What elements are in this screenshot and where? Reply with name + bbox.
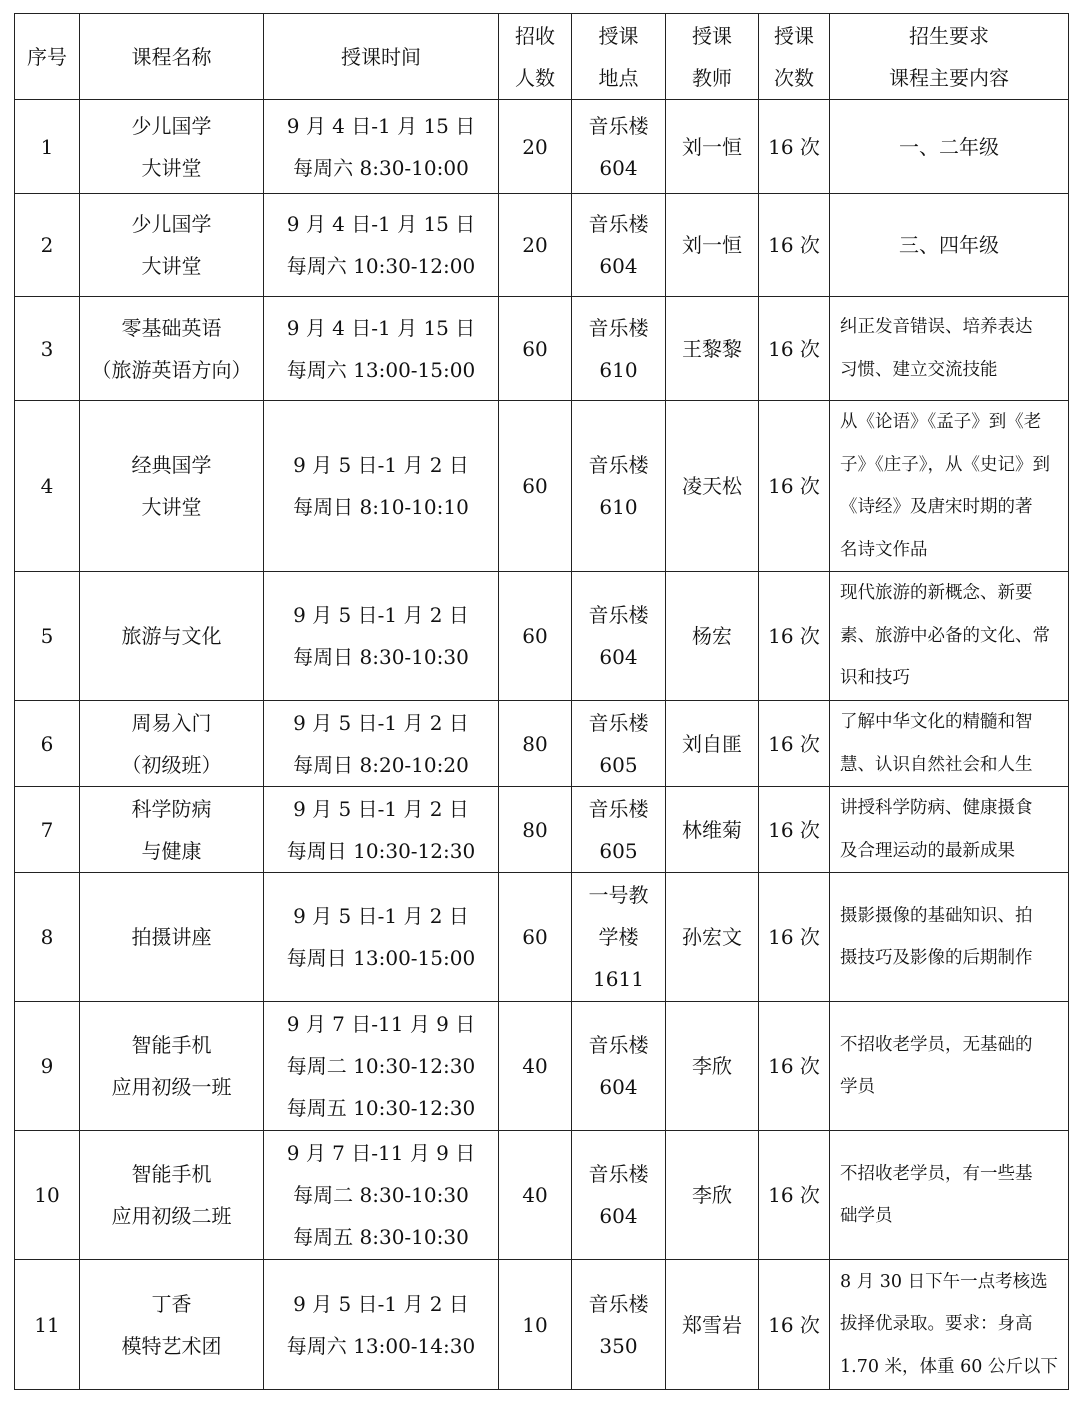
cell-course-name-line: 少儿国学 [131, 113, 212, 138]
cell-place-line: 音乐楼 [588, 212, 649, 236]
cell-place-line: 音乐楼 [588, 710, 649, 735]
cell-time [264, 1131, 499, 1260]
cell-course-name-line: 经典国学 [131, 453, 212, 477]
cell-time-line: 9 月 5 日-1 月 2 日 [293, 603, 469, 627]
cell-capacity: 40 [499, 1131, 572, 1260]
cell-course-name [80, 297, 264, 401]
cell-time [264, 297, 499, 401]
cell-requirements-line: 三、四年级 [899, 233, 999, 257]
cell-place-line: 604 [599, 645, 638, 669]
cell-sessions: 16 次 [759, 194, 830, 297]
cell-course-name-line: 科学防病 [131, 796, 212, 821]
cell-time [264, 100, 499, 194]
header-place: 授课 地点 [572, 14, 666, 100]
cell-requirements [830, 401, 1069, 572]
cell-place-line: 音乐楼 [588, 1291, 649, 1316]
cell-time [264, 873, 499, 1002]
cell-requirements [830, 1260, 1069, 1390]
cell-course-name-line: 智能手机 [131, 1162, 212, 1186]
table-row [15, 1260, 1069, 1390]
cell-no: 9 [15, 1002, 80, 1131]
cell-place-line: 音乐楼 [588, 796, 649, 821]
table-row [15, 1131, 1069, 1260]
cell-capacity: 20 [499, 194, 572, 297]
cell-requirements-line: 名诗文作品 [840, 539, 928, 560]
table-row [15, 100, 1069, 194]
cell-requirements-line: 子》《庄子》，从《史记》到 [840, 454, 1050, 475]
cell-requirements-line: 了解中华文化的精髓和智 [840, 712, 1033, 732]
cell-time-line: 每周二 10:30-12:30 [286, 1054, 476, 1078]
cell-requirements [830, 1131, 1069, 1260]
header-time: 授课时间 [264, 14, 499, 100]
cell-time-line: 每周五 8:30-10:30 [293, 1225, 469, 1249]
cell-time-line: 9 月 5 日-1 月 2 日 [293, 710, 469, 735]
cell-no: 1 [15, 100, 80, 194]
cell-no: 2 [15, 194, 80, 297]
cell-course-name [80, 1260, 264, 1390]
cell-place-line: 610 [599, 357, 638, 382]
cell-course-name-line: 与健康 [141, 838, 202, 863]
cell-time-line: 每周五 10:30-12:30 [286, 1096, 476, 1120]
cell-sessions: 16 次 [759, 572, 830, 701]
table-row [15, 401, 1069, 572]
cell-sessions: 16 次 [759, 297, 830, 401]
cell-course-name-line: （旅游英语方向） [91, 357, 252, 382]
cell-place-line: 605 [599, 752, 638, 777]
cell-capacity: 80 [499, 701, 572, 787]
cell-place [572, 1131, 666, 1260]
cell-time-line: 每周日 10:30-12:30 [286, 838, 476, 863]
cell-time-line: 9 月 5 日-1 月 2 日 [293, 904, 469, 928]
cell-place-line: 604 [599, 1075, 638, 1099]
table-row [15, 194, 1069, 297]
table-row [15, 572, 1069, 701]
table-body [15, 100, 1069, 1390]
cell-time-line: 每周六 13:00-15:00 [286, 357, 476, 382]
cell-time [264, 1260, 499, 1390]
cell-time-line: 每周六 13:00-14:30 [286, 1333, 476, 1358]
header-requirements: 招生要求 课程主要内容 [830, 14, 1069, 100]
header-course-name: 课程名称 [80, 14, 264, 100]
cell-time-line: 9 月 4 日-1 月 15 日 [286, 113, 476, 138]
cell-course-name [80, 701, 264, 787]
cell-course-name [80, 194, 264, 297]
cell-sessions: 16 次 [759, 701, 830, 787]
cell-requirements [830, 297, 1069, 401]
cell-course-name-line: 零基础英语 [121, 315, 222, 340]
cell-no: 7 [15, 787, 80, 873]
header-capacity: 招收 人数 [499, 14, 572, 100]
cell-place [572, 701, 666, 787]
cell-requirements-line: 不招收老学员，无基础的 [840, 1034, 1033, 1055]
cell-time-line: 每周六 10:30-12:00 [286, 254, 476, 278]
cell-no: 5 [15, 572, 80, 701]
cell-course-name-line: 大讲堂 [141, 495, 202, 519]
cell-requirements [830, 572, 1069, 701]
cell-teacher: 刘一恒 [666, 194, 759, 297]
cell-time-line: 9 月 4 日-1 月 15 日 [286, 212, 476, 236]
table-row [15, 701, 1069, 787]
cell-sessions: 16 次 [759, 873, 830, 1002]
cell-time-line: 每周日 8:20-10:20 [293, 752, 469, 777]
header-teacher: 授课 教师 [666, 14, 759, 100]
cell-requirements [830, 194, 1069, 297]
cell-no: 11 [15, 1260, 80, 1390]
cell-place [572, 1002, 666, 1131]
cell-course-name-line: 大讲堂 [141, 155, 202, 180]
cell-requirements-line: 识和技巧 [840, 668, 910, 689]
cell-requirements-line: 学员 [840, 1077, 875, 1097]
cell-course-name-line: 丁香 [151, 1291, 192, 1316]
cell-teacher: 刘一恒 [666, 100, 759, 194]
cell-capacity: 60 [499, 401, 572, 572]
cell-course-name-line: 智能手机 [131, 1033, 212, 1057]
cell-time-line: 9 月 7 日-11 月 9 日 [286, 1012, 476, 1036]
cell-place-line: 音乐楼 [588, 603, 649, 627]
cell-time-line: 9 月 5 日-1 月 2 日 [293, 1291, 469, 1316]
table-row [15, 873, 1069, 1002]
cell-place [572, 401, 666, 572]
table-row [15, 1002, 1069, 1131]
cell-teacher: 孙宏文 [666, 873, 759, 1002]
cell-course-name [80, 873, 264, 1002]
cell-requirements-line: 慧、认识自然社会和人生 [840, 754, 1033, 775]
cell-no: 3 [15, 297, 80, 401]
cell-time-line: 每周日 8:10-10:10 [293, 495, 469, 519]
cell-requirements-line: 现代旅游的新概念、新要 [840, 583, 1033, 604]
cell-teacher: 杨宏 [666, 572, 759, 701]
cell-course-name [80, 401, 264, 572]
cell-no: 4 [15, 401, 80, 572]
cell-requirements [830, 100, 1069, 194]
cell-place [572, 572, 666, 701]
cell-place-line: 1611 [593, 967, 644, 991]
cell-course-name-line: 拍摄讲座 [131, 925, 212, 949]
cell-course-name-line: 大讲堂 [141, 254, 202, 278]
cell-requirements-line: 不招收老学员，有一些基 [840, 1163, 1033, 1184]
table-row [15, 787, 1069, 873]
cell-requirements-line: 摄影摄像的基础知识、拍 [840, 905, 1033, 926]
cell-teacher: 王黎黎 [666, 297, 759, 401]
cell-place-line: 音乐楼 [588, 113, 649, 138]
cell-place-line: 350 [599, 1333, 638, 1358]
cell-time [264, 1002, 499, 1131]
cell-capacity: 60 [499, 297, 572, 401]
cell-place [572, 100, 666, 194]
cell-place [572, 297, 666, 401]
cell-time [264, 701, 499, 787]
cell-requirements-line: 拔择优录取。要求：身高 [840, 1314, 1033, 1335]
table-row [15, 297, 1069, 401]
cell-course-name-line: （初级班） [121, 752, 222, 777]
cell-time-line: 每周六 8:30-10:00 [293, 155, 469, 180]
cell-sessions: 16 次 [759, 100, 830, 194]
cell-requirements-line: 纠正发音错误、培养表达 [840, 317, 1033, 337]
cell-place-line: 音乐楼 [588, 1033, 649, 1057]
cell-time [264, 401, 499, 572]
header-no: 序号 [15, 14, 80, 100]
cell-requirements-line: 素、旅游中必备的文化、常 [840, 625, 1050, 646]
cell-place-line: 学楼 [598, 925, 639, 949]
cell-place-line: 605 [599, 838, 638, 863]
cell-place-line: 音乐楼 [588, 1162, 649, 1186]
cell-requirements-line: 础学员 [840, 1206, 893, 1226]
cell-time [264, 572, 499, 701]
cell-capacity: 10 [499, 1260, 572, 1390]
cell-place-line: 610 [599, 495, 638, 519]
cell-course-name [80, 1002, 264, 1131]
cell-place-line: 音乐楼 [588, 453, 649, 477]
cell-capacity: 40 [499, 1002, 572, 1131]
cell-course-name [80, 1131, 264, 1260]
cell-requirements-line: 一、二年级 [899, 134, 999, 159]
cell-sessions: 16 次 [759, 1131, 830, 1260]
cell-place-line: 音乐楼 [588, 315, 649, 340]
cell-place-line: 604 [599, 155, 638, 180]
cell-sessions: 16 次 [759, 1002, 830, 1131]
cell-requirements [830, 787, 1069, 873]
cell-requirements-line: 1.70 米，体重 60 公斤以下 [840, 1356, 1058, 1377]
cell-teacher: 凌天松 [666, 401, 759, 572]
course-schedule-table [14, 13, 1069, 1390]
cell-sessions: 16 次 [759, 787, 830, 873]
cell-time-line: 9 月 7 日-11 月 9 日 [286, 1141, 476, 1165]
cell-requirements-line: 8 月 30 日下午一点考核选 [840, 1271, 1048, 1292]
cell-time-line: 每周日 8:30-10:30 [293, 645, 469, 669]
cell-sessions: 16 次 [759, 401, 830, 572]
cell-time-line: 每周日 13:00-15:00 [286, 946, 476, 970]
cell-course-name-line: 少儿国学 [131, 212, 212, 236]
cell-place [572, 1260, 666, 1390]
header-sessions: 授课 次数 [759, 14, 830, 100]
cell-place [572, 873, 666, 1002]
cell-capacity: 80 [499, 787, 572, 873]
cell-time-line: 9 月 5 日-1 月 2 日 [293, 796, 469, 821]
cell-time-line: 每周二 8:30-10:30 [293, 1183, 469, 1207]
cell-no: 8 [15, 873, 80, 1002]
cell-requirements-line: 从《论语》《孟子》到《老 [840, 412, 1042, 432]
cell-sessions: 16 次 [759, 1260, 830, 1390]
cell-requirements-line: 及合理运动的最新成果 [840, 840, 1015, 861]
cell-time [264, 194, 499, 297]
cell-requirements-line: 习惯、建立交流技能 [840, 359, 998, 380]
cell-teacher: 郑雪岩 [666, 1260, 759, 1390]
cell-course-name [80, 100, 264, 194]
cell-place [572, 787, 666, 873]
cell-course-name [80, 787, 264, 873]
cell-requirements-line: 讲授科学防病、健康摄食 [840, 798, 1033, 818]
cell-no: 10 [15, 1131, 80, 1260]
cell-requirements [830, 701, 1069, 787]
cell-course-name-line: 模特艺术团 [121, 1333, 222, 1358]
cell-place [572, 194, 666, 297]
cell-requirements [830, 873, 1069, 1002]
cell-course-name-line: 周易入门 [131, 710, 212, 735]
cell-requirements [830, 1002, 1069, 1131]
cell-course-name [80, 572, 264, 701]
cell-course-name-line: 旅游与文化 [121, 624, 222, 648]
header-row [15, 14, 1069, 100]
cell-time-line: 9 月 5 日-1 月 2 日 [293, 453, 469, 477]
cell-time [264, 787, 499, 873]
cell-place-line: 604 [599, 254, 638, 278]
cell-teacher: 李欣 [666, 1002, 759, 1131]
cell-teacher: 林维菊 [666, 787, 759, 873]
cell-course-name-line: 应用初级二班 [111, 1204, 232, 1228]
cell-teacher: 李欣 [666, 1131, 759, 1260]
cell-capacity: 60 [499, 572, 572, 701]
cell-capacity: 20 [499, 100, 572, 194]
cell-requirements-line: 《诗经》及唐宋时期的著 [840, 497, 1033, 517]
cell-requirements-line: 摄技巧及影像的后期制作 [840, 948, 1033, 968]
cell-place-line: 一号教 [588, 883, 649, 907]
cell-course-name-line: 应用初级一班 [111, 1075, 232, 1099]
cell-no: 6 [15, 701, 80, 787]
cell-capacity: 60 [499, 873, 572, 1002]
cell-place-line: 604 [599, 1204, 638, 1228]
cell-time-line: 9 月 4 日-1 月 15 日 [286, 315, 476, 340]
cell-teacher: 刘自匪 [666, 701, 759, 787]
